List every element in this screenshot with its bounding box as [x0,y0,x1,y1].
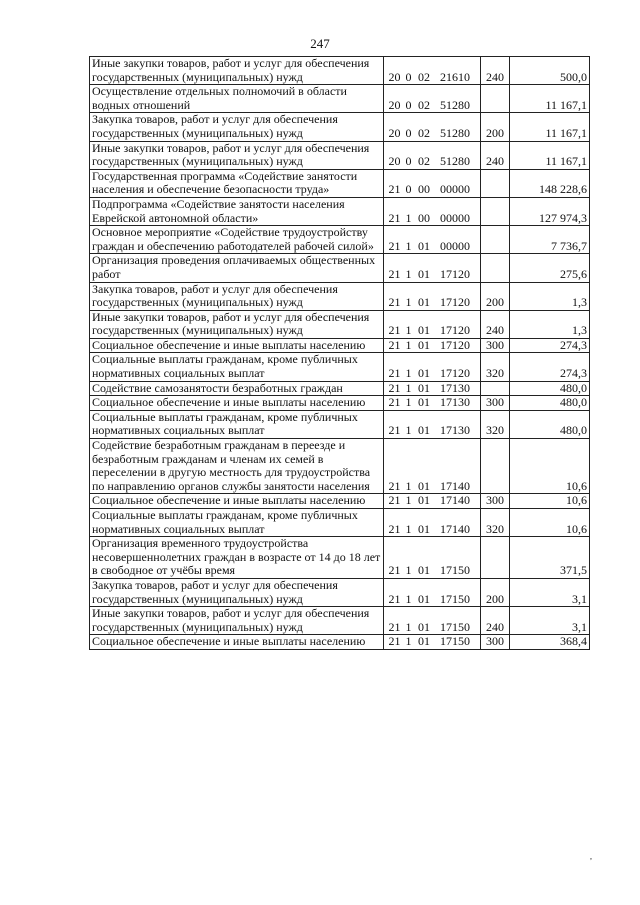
table-row [90,494,590,509]
code-segment: 1 [405,323,412,338]
row-amount: 1,3 [510,310,590,338]
row-expense-type: 300 [481,635,510,650]
code-segment: 17120 [440,366,470,381]
row-expense-type: 200 [481,578,510,606]
table-row [90,141,590,169]
row-amount: 500,0 [510,57,590,85]
code-segment: 17130 [440,395,470,410]
row-name: Социальное обеспечение и иные выплаты населению [90,396,384,411]
code-segment: 21 [388,563,401,578]
row-name: Содействие безработным гражданам в переезде и безработным гражданам и членам их семей в переселении в другую местность для трудоустройства по направлению органов службы занятости населения [90,439,384,494]
code-segment: 1 [405,478,412,493]
code-segment: 1 [405,493,412,508]
code-segment: 01 [418,563,430,578]
code-segment: 00 [418,182,430,197]
code-segment: 01 [418,478,430,493]
row-amount: 480,0 [510,410,590,438]
code-segment: 01 [418,338,430,352]
code-segment: 21 [388,295,401,310]
code-segment: 20 [388,69,401,84]
row-code [384,494,481,509]
row-code [384,509,481,537]
table-row [90,607,590,635]
row-name: Подпрограмма «Содействие занятости населения Еврейской автономной области» [90,197,384,225]
row-expense-type: 240 [481,607,510,635]
code-segment: 0 [405,182,412,197]
row-amount: 3,1 [510,578,590,606]
code-segment: 1 [405,619,412,634]
row-amount: 1,3 [510,282,590,310]
code-segment: 51280 [440,97,470,112]
code-segment: 01 [418,591,430,606]
code-segment: 21 [388,478,401,493]
row-amount: 480,0 [510,381,590,396]
table-row [90,197,590,225]
code-segment: 00000 [440,210,470,225]
table-row [90,226,590,254]
code-segment: 01 [418,521,430,536]
code-segment: 02 [418,69,430,84]
code-segment: 02 [418,125,430,140]
table-row [90,396,590,411]
code-segment: 21 [388,323,401,338]
code-segment: 1 [405,634,412,649]
row-amount: 10,6 [510,509,590,537]
row-name: Социальные выплаты гражданам, кроме публичных нормативных социальных выплат [90,353,384,381]
code-segment: 17150 [440,563,470,578]
code-segment: 21 [388,395,401,410]
row-amount: 368,4 [510,635,590,650]
code-segment: 02 [418,154,430,169]
row-code [384,85,481,113]
budget-table [89,56,590,650]
row-name: Социальные выплаты гражданам, кроме публичных нормативных социальных выплат [90,410,384,438]
table-row [90,338,590,353]
row-code [384,113,481,141]
table-row [90,578,590,606]
code-segment: 51280 [440,154,470,169]
table-row [90,310,590,338]
row-code [384,353,481,381]
code-segment: 1 [405,591,412,606]
row-amount: 275,6 [510,254,590,282]
row-expense-type [481,226,510,254]
code-segment: 0 [405,154,412,169]
code-segment: 0 [405,97,412,112]
row-code [384,169,481,197]
code-segment: 01 [418,366,430,381]
code-segment: 1 [405,423,412,438]
code-segment: 01 [418,238,430,253]
code-segment: 01 [418,381,430,395]
row-amount: 7 736,7 [510,226,590,254]
row-code [384,635,481,650]
row-amount: 11 167,1 [510,85,590,113]
row-name: Осуществление отдельных полномочий в области водных отношений [90,85,384,113]
row-code [384,537,481,579]
row-expense-type: 300 [481,338,510,353]
row-expense-type: 240 [481,141,510,169]
code-segment: 1 [405,266,412,281]
code-segment: 21 [388,634,401,649]
code-segment: 20 [388,125,401,140]
code-segment: 17120 [440,323,470,338]
row-amount: 127 974,3 [510,197,590,225]
row-name: Организация временного трудоустройства несовершеннолетних граждан в возрасте от 14 до 18 лет в свободное от учёбы время [90,537,384,579]
code-segment: 17150 [440,619,470,634]
code-segment: 21 [388,266,401,281]
row-expense-type [481,439,510,494]
code-segment: 1 [405,521,412,536]
row-name: Закупка товаров, работ и услуг для обеспечения государственных (муниципальных) нужд [90,578,384,606]
code-segment: 01 [418,395,430,410]
row-name: Основное мероприятие «Содействие трудоустройству граждан и обеспечению работодателей рабочей силой» [90,226,384,254]
row-expense-type: 200 [481,282,510,310]
code-segment: 1 [405,366,412,381]
row-code [384,338,481,353]
row-amount: 148 228,6 [510,169,590,197]
code-segment: 21 [388,493,401,508]
table-row [90,254,590,282]
table-row [90,439,590,494]
row-amount: 274,3 [510,338,590,353]
code-segment: 1 [405,295,412,310]
code-segment: 01 [418,295,430,310]
code-segment: 17120 [440,266,470,281]
code-segment: 21 [388,182,401,197]
row-expense-type [481,197,510,225]
code-segment: 17140 [440,478,470,493]
code-segment: 01 [418,423,430,438]
code-segment: 20 [388,154,401,169]
code-segment: 17140 [440,521,470,536]
row-expense-type: 240 [481,57,510,85]
row-code [384,410,481,438]
row-expense-type: 200 [481,113,510,141]
table-row [90,57,590,85]
table-body [90,57,590,650]
code-segment: 1 [405,381,412,395]
code-segment: 21 [388,619,401,634]
row-amount: 11 167,1 [510,113,590,141]
row-expense-type: 320 [481,410,510,438]
row-name: Социальные выплаты гражданам, кроме публичных нормативных социальных выплат [90,509,384,537]
table-row [90,282,590,310]
row-expense-type: 300 [481,396,510,411]
row-name: Иные закупки товаров, работ и услуг для обеспечения государственных (муниципальных) нужд [90,57,384,85]
code-segment: 21 [388,381,401,395]
row-code [384,310,481,338]
code-segment: 20 [388,97,401,112]
row-name: Иные закупки товаров, работ и услуг для обеспечения государственных (муниципальных) нужд [90,310,384,338]
table-row [90,353,590,381]
code-segment: 21 [388,521,401,536]
row-code [384,607,481,635]
code-segment: 17120 [440,295,470,310]
row-name: Содействие самозанятости безработных граждан [90,381,384,396]
row-amount: 371,5 [510,537,590,579]
code-segment: 1 [405,338,412,352]
code-segment: 21 [388,591,401,606]
row-amount: 3,1 [510,607,590,635]
row-amount: 10,6 [510,439,590,494]
code-segment: 1 [405,563,412,578]
table-row [90,537,590,579]
code-segment: 01 [418,266,430,281]
row-code [384,578,481,606]
table-row [90,509,590,537]
row-expense-type [481,85,510,113]
table-row [90,85,590,113]
row-name: Государственная программа «Содействие занятости населения и обеспечение безопасности труда» [90,169,384,197]
row-amount: 480,0 [510,396,590,411]
row-code [384,282,481,310]
row-name: Иные закупки товаров, работ и услуг для обеспечения государственных (муниципальных) нужд [90,141,384,169]
table-row [90,410,590,438]
code-segment: 00000 [440,182,470,197]
row-name: Иные закупки товаров, работ и услуг для обеспечения государственных (муниципальных) нужд [90,607,384,635]
code-segment: 51280 [440,125,470,140]
row-expense-type: 320 [481,353,510,381]
code-segment: 02 [418,97,430,112]
row-code [384,57,481,85]
row-code [384,254,481,282]
code-segment: 01 [418,634,430,649]
row-code [384,396,481,411]
row-expense-type [481,537,510,579]
row-expense-type [481,381,510,396]
scan-mark: , [590,852,592,861]
row-expense-type [481,254,510,282]
code-segment: 01 [418,619,430,634]
row-expense-type: 240 [481,310,510,338]
code-segment: 01 [418,323,430,338]
code-segment: 1 [405,395,412,410]
row-amount: 10,6 [510,494,590,509]
code-segment: 17150 [440,634,470,649]
code-segment: 1 [405,238,412,253]
row-name: Организация проведения оплачиваемых общественных работ [90,254,384,282]
row-expense-type: 320 [481,509,510,537]
code-segment: 21 [388,338,401,352]
code-segment: 21 [388,238,401,253]
code-segment: 17130 [440,423,470,438]
code-segment: 21 [388,366,401,381]
table-row [90,381,590,396]
row-name: Закупка товаров, работ и услуг для обеспечения государственных (муниципальных) нужд [90,113,384,141]
code-segment: 17140 [440,493,470,508]
table-row [90,169,590,197]
code-segment: 01 [418,493,430,508]
page-number: 247 [310,36,330,51]
row-code [384,439,481,494]
code-segment: 21610 [440,69,470,84]
code-segment: 21 [388,210,401,225]
code-segment: 0 [405,69,412,84]
row-code [384,226,481,254]
row-name: Социальное обеспечение и иные выплаты населению [90,635,384,650]
row-code [384,381,481,396]
row-name: Социальное обеспечение и иные выплаты населению [90,338,384,353]
code-segment: 1 [405,210,412,225]
row-name: Закупка товаров, работ и услуг для обеспечения государственных (муниципальных) нужд [90,282,384,310]
code-segment: 17130 [440,381,470,395]
code-segment: 00 [418,210,430,225]
row-expense-type: 300 [481,494,510,509]
row-code [384,141,481,169]
code-segment: 00000 [440,238,470,253]
table-row [90,113,590,141]
code-segment: 17120 [440,338,470,352]
row-amount: 11 167,1 [510,141,590,169]
row-expense-type [481,169,510,197]
code-segment: 17150 [440,591,470,606]
row-amount: 274,3 [510,353,590,381]
code-segment: 0 [405,125,412,140]
code-segment: 21 [388,423,401,438]
row-name: Социальное обеспечение и иные выплаты населению [90,494,384,509]
row-code [384,197,481,225]
table-row [90,635,590,650]
